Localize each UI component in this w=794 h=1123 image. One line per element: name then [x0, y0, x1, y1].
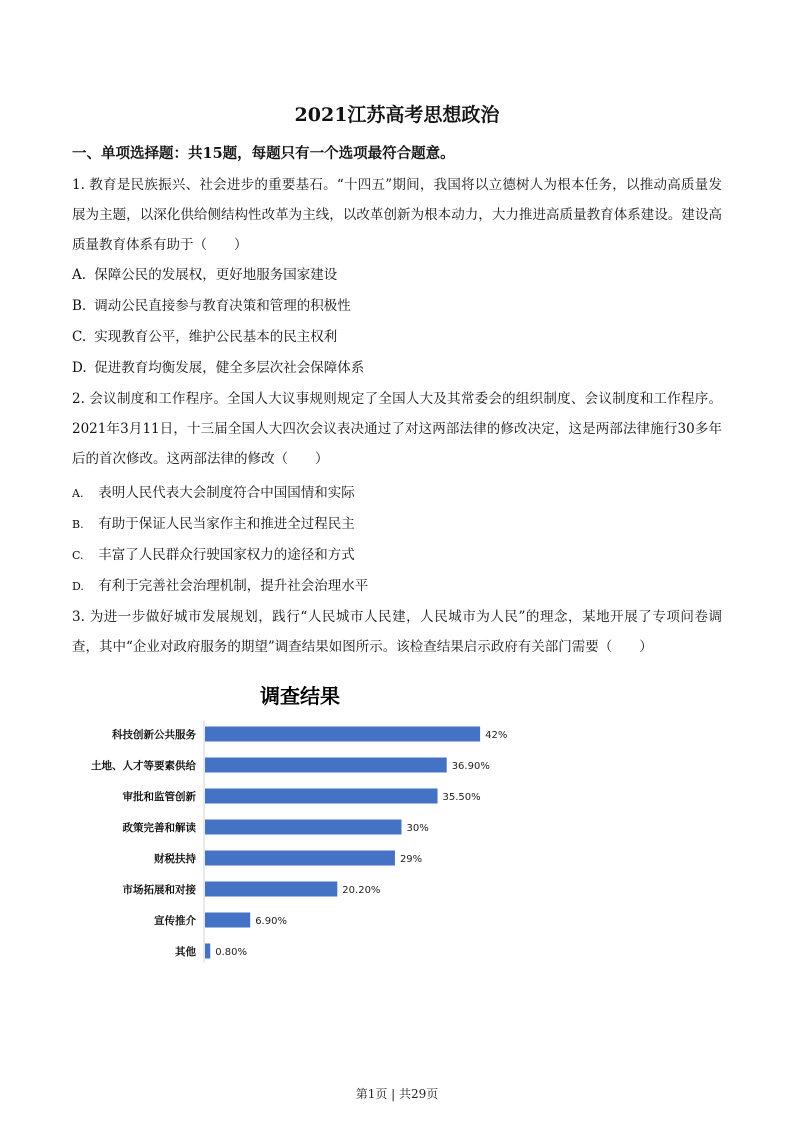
category-label: 其他 [175, 946, 196, 958]
option-letter: B. [72, 298, 87, 314]
data-label: 20.20% [342, 885, 381, 896]
bar [205, 758, 447, 773]
question-2-option-c [72, 545, 722, 566]
data-label: 42% [485, 730, 508, 741]
bar [205, 789, 438, 804]
option-text: 保障公民的发展权，更好地服务国家建设 [94, 267, 338, 283]
option-text: 有利于完善社会治理机制，提升社会治理水平 [98, 578, 369, 594]
bar [205, 944, 210, 959]
chart-title: 调查结果 [260, 684, 340, 708]
category-label: 宣传推介 [154, 915, 196, 927]
data-label: 30% [406, 823, 429, 834]
data-label: 29% [399, 854, 423, 865]
data-label: 35.50% [442, 792, 481, 803]
page-title: 2021江苏高考思想政治 [294, 104, 500, 126]
bar [205, 727, 480, 742]
question-2-stem: 2. 会议制度和工作程序。全国人大议事规则规定了全国人大及其常委会的组织制度、会议制度和工作程序。2021年3月11日，十三届全国人大四次会议表决通过了对这两部法律的修改决定，这是两部法律施行30多年后的首次修改。这两部法律的修改（ ） [72, 391, 722, 467]
option-letter: C. [72, 329, 87, 345]
category-label: 财税扶持 [154, 853, 196, 865]
bar [205, 820, 402, 835]
option-text: 促进教育均衡发展，健全多层次社会保障体系 [94, 360, 365, 376]
option-text: 调动公民直接参与教育决策和管理的积极性 [94, 298, 351, 314]
bar-chart-svg [70, 676, 630, 976]
question-1-option-d [72, 358, 722, 378]
option-letter: D. [72, 580, 84, 593]
option-letter: A. [72, 267, 87, 283]
question-1-option-a [72, 265, 722, 285]
category-label: 科技创新公共服务 [112, 729, 196, 741]
page-footer: 第1页 | 共29页 [355, 1087, 439, 1101]
survey-results-chart [70, 676, 630, 976]
option-text: 实现教育公平，维护公民基本的民主权利 [94, 329, 338, 345]
question-1-option-c [72, 327, 722, 347]
category-label: 土地、人才等要素供给 [91, 760, 196, 772]
question-1-stem: 1. 教育是民族振兴、社会进步的重要基石。“十四五”期间，我国将以立德树人为根本任务，以推动高质量发展为主题，以深化供给侧结构性改革为主线，以改革创新为根本动力，大力推进高质量教育体系建设。建设高质量教育体系有助于（ ） [72, 177, 722, 253]
category-label: 审批和监管创新 [122, 791, 196, 803]
question-2-option-b [72, 514, 722, 535]
option-text: 有助于保证人民当家作主和推进全过程民主 [98, 516, 355, 532]
bar [205, 913, 250, 928]
question-3-stem: 3. 为进一步做好城市发展规划，践行“人民城市人民建，人民城市为人民”的理念，某地开展了专项问卷调查，其中“企业对政府服务的期望”调查结果如图所示。该检查结果启示政府有关部门需要（ ） [72, 609, 722, 655]
option-letter: A. [72, 487, 84, 500]
section-heading: 一、单项选择题：共15题，每题只有一个选项最符合题意。 [72, 145, 455, 162]
bar [205, 851, 395, 866]
option-letter: B. [72, 518, 84, 531]
bar [205, 882, 337, 897]
option-text: 丰富了人民群众行驶国家权力的途径和方式 [98, 547, 355, 563]
option-text: 表明人民代表大会制度符合中国国情和实际 [98, 485, 355, 501]
category-label: 市场拓展和对接 [122, 884, 196, 896]
data-label: 0.80% [215, 947, 248, 958]
question-2-option-a [72, 483, 722, 504]
option-letter: C. [72, 549, 84, 562]
data-label: 36.90% [451, 761, 490, 772]
question-2-option-d [72, 576, 722, 597]
option-letter: D. [72, 360, 87, 376]
data-label: 6.90% [255, 916, 287, 927]
category-label: 政策完善和解读 [122, 822, 196, 834]
question-1-option-b [72, 296, 722, 316]
